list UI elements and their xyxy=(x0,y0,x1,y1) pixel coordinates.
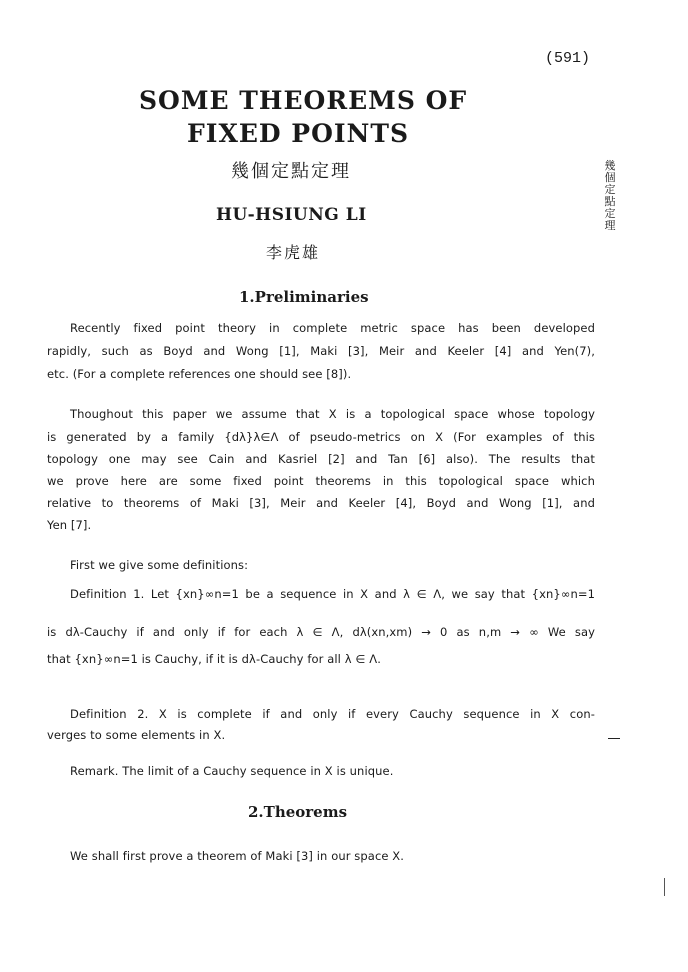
author-name: HU-HSIUNG LI xyxy=(216,205,367,225)
section-1-p3: First we give some definitions: xyxy=(70,558,249,572)
margin-dash xyxy=(608,738,620,739)
section-1-p1-line-2: rapidly, such as Boyd and Wong [1], Maki [3], Meir and Keeler [4] and Yen(7), xyxy=(47,344,595,358)
margin-mark xyxy=(664,878,665,896)
section-1-p2-line-3: topology one may see Cain and Kasriel [2] and Tan [6] also). The results that xyxy=(47,452,595,466)
paper-title-line-2: FIXED POINTS xyxy=(187,119,410,148)
side-running-title: 幾個定點定理 xyxy=(604,159,616,232)
definition-1-line-1: Definition 1. Let {xn}∞n=1 be a sequence in X and λ ∈ Λ, we say that {xn}∞n=1 xyxy=(70,587,595,601)
paper-title-line-1: SOME THEOREMS OF xyxy=(139,86,468,115)
section-1-p2-line-6: Yen [7]. xyxy=(47,518,92,532)
section-1-p2-line-1: Thoughout this paper we assume that X is a topological space whose topology xyxy=(70,407,595,421)
definition-1-line-2: is dλ-Cauchy if and only if for each λ ∈ Λ, dλ(xn,xm) → 0 as n,m → ∞ We say xyxy=(47,625,595,639)
author-name-chinese: 李虎雄 xyxy=(266,243,321,262)
paper-title-chinese: 幾個定點定理 xyxy=(231,161,351,182)
section-1-p2-line-5: relative to theorems of Maki [3], Meir and Keeler [4], Boyd and Wong [1], and xyxy=(47,496,595,510)
remark: Remark. The limit of a Cauchy sequence in X is unique. xyxy=(70,764,394,778)
section-1-p2-line-4: we prove here are some fixed point theorems in this topological space which xyxy=(47,474,595,488)
section-1-p2-line-2: is generated by a family {dλ}λ∈Λ of pseudo-metrics on X (For examples of this xyxy=(47,430,595,444)
section-2-p1: We shall first prove a theorem of Maki [3] in our space X. xyxy=(70,849,405,863)
section-1-p1-line-1: Recently fixed point theory in complete metric space has been developed xyxy=(70,321,595,335)
section-2-heading: 2.Theorems xyxy=(248,803,348,821)
definition-2-line-1: Definition 2. X is complete if and only if every Cauchy sequence in X con- xyxy=(70,707,595,721)
definition-2-line-2: verges to some elements in X. xyxy=(47,728,226,742)
section-1-heading: 1.Preliminaries xyxy=(239,288,369,306)
definition-1-line-3: that {xn}∞n=1 is Cauchy, if it is dλ-Cauchy for all λ ∈ Λ. xyxy=(47,652,381,666)
page-number: (591) xyxy=(544,50,590,67)
section-1-p1-line-3: etc. (For a complete references one should see [8]). xyxy=(47,367,352,381)
